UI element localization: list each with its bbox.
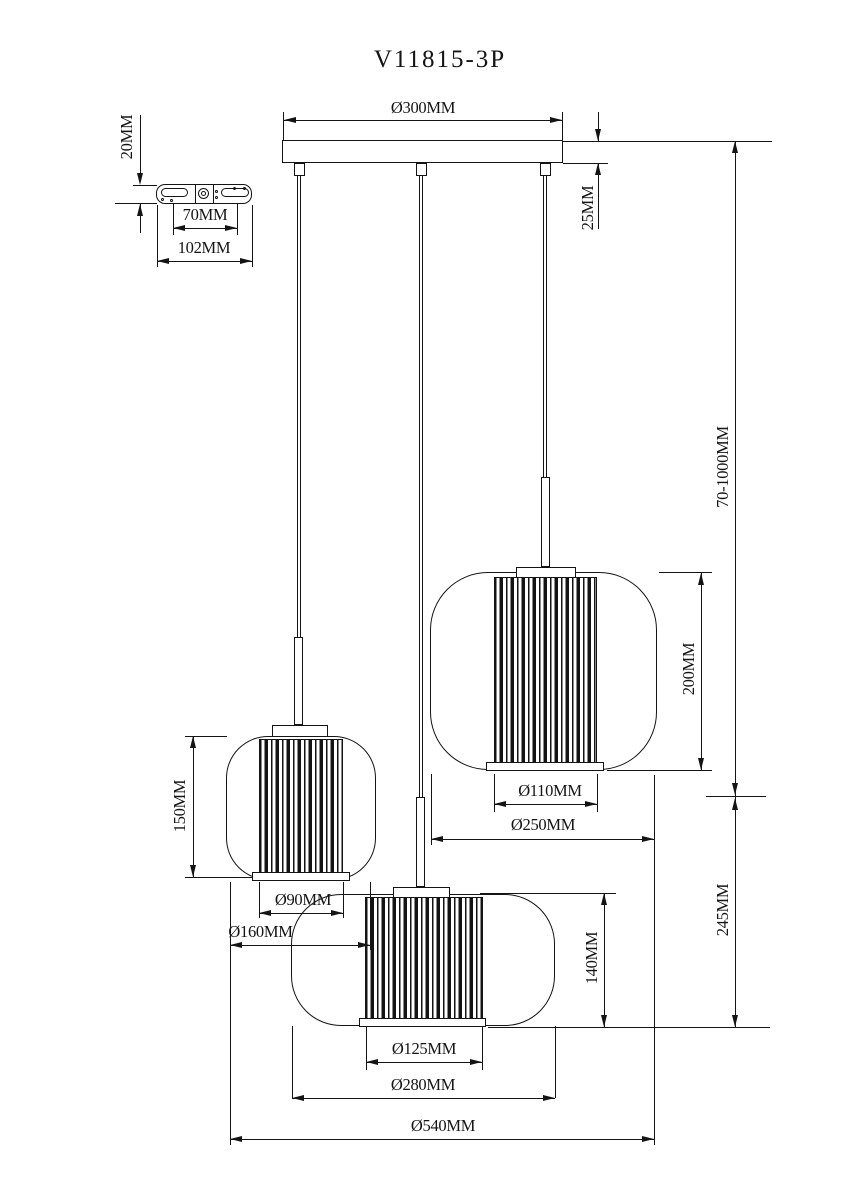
drawing-title: V11815-3P	[373, 46, 507, 73]
arrowhead-right	[585, 801, 597, 807]
shade-bottom-ribbed-diffuser	[365, 897, 483, 1019]
arrowhead-right	[543, 1095, 555, 1101]
mount-screw-hole	[243, 187, 246, 190]
extension-line	[115, 203, 157, 204]
mount-screw-hole	[170, 199, 173, 202]
arrowhead-down	[732, 1015, 738, 1027]
cord-rod-right	[541, 477, 550, 567]
arrowhead-up	[698, 573, 704, 585]
extension-line	[431, 774, 432, 845]
dimension-line	[604, 893, 605, 1027]
dim-label: Ø125MM	[391, 1039, 457, 1058]
arrowhead-left	[230, 942, 242, 948]
cord-connector	[294, 163, 305, 176]
mount-screw-hole	[161, 198, 164, 201]
reference-line	[488, 1027, 770, 1028]
arrowhead-left	[259, 910, 271, 916]
arrowhead-left	[284, 117, 296, 123]
shade-right-ribbed-diffuser	[494, 577, 597, 763]
cord-right	[543, 176, 547, 477]
arrowhead-up	[601, 893, 607, 905]
extension-line	[252, 205, 253, 267]
extension-line	[185, 877, 253, 878]
dimension-line	[735, 141, 736, 797]
mount-plate-line	[195, 185, 196, 203]
dimension-line	[140, 115, 141, 174]
dim-label: 140MM	[582, 931, 601, 985]
extension-line	[607, 770, 712, 771]
dimension-line	[431, 839, 654, 840]
dimension-line	[157, 261, 252, 262]
mount-screw-hole	[215, 190, 218, 193]
arrowhead-up	[732, 798, 738, 810]
extension-line	[292, 1026, 293, 1098]
arrowhead-down	[137, 173, 143, 185]
dim-label: 20MM	[117, 114, 136, 160]
shade-left-ribbed-diffuser	[259, 739, 343, 873]
dim-label: Ø110MM	[518, 781, 582, 800]
arrowhead-left	[230, 1136, 242, 1142]
shade-left-bottom-plate	[252, 872, 350, 881]
dim-label: 200MM	[679, 642, 698, 696]
cord-rod-left	[294, 637, 303, 725]
arrowhead-up	[732, 141, 738, 153]
dim-label: Ø250MM	[510, 815, 576, 834]
extension-line	[370, 882, 371, 950]
mount-screw-hole	[215, 196, 218, 199]
dimension-line	[193, 736, 194, 877]
shade-right-bottom-plate	[486, 762, 604, 771]
dim-label: Ø280MM	[390, 1075, 456, 1094]
dim-label: 70-1000MM	[713, 426, 732, 508]
arrowhead-down	[595, 129, 601, 141]
dim-label: 150MM	[170, 779, 189, 833]
arrowhead-down	[190, 865, 196, 877]
arrowhead-left	[366, 1059, 378, 1065]
mount-screw-hole	[233, 187, 236, 190]
reference-line	[563, 141, 772, 142]
extension-line	[659, 572, 712, 573]
reference-tick	[706, 796, 766, 797]
dim-label: 102MM	[177, 238, 231, 257]
mount-center-hole-inner	[201, 191, 206, 196]
cord-connector	[540, 163, 551, 176]
dimension-line	[494, 804, 597, 805]
dim-label: 70MM	[182, 205, 228, 224]
arrowhead-up	[137, 204, 143, 216]
extension-line	[654, 775, 655, 1145]
mount-slot-left	[161, 188, 188, 197]
extension-line	[480, 893, 616, 894]
cord-rod-middle	[416, 797, 425, 887]
dim-label: 25MM	[578, 185, 597, 231]
dimension-line	[284, 120, 562, 121]
cord-middle	[419, 176, 423, 797]
dimension-line	[701, 573, 702, 770]
canopy-body	[282, 140, 563, 163]
dimension-line	[230, 945, 370, 946]
arrowhead-right	[240, 258, 252, 264]
arrowhead-right	[358, 942, 370, 948]
dimension-line	[230, 1139, 654, 1140]
arrowhead-right	[225, 225, 237, 231]
dimension-line	[292, 1098, 555, 1099]
dimension-line	[366, 1062, 482, 1063]
extension-line	[563, 163, 608, 164]
arrowhead-left	[292, 1095, 304, 1101]
cord-connector	[416, 163, 427, 176]
dim-label: Ø90MM	[274, 890, 332, 909]
dim-label: Ø300MM	[390, 98, 456, 117]
arrowhead-right	[642, 836, 654, 842]
arrowhead-left	[494, 801, 506, 807]
extension-line	[133, 185, 157, 186]
arrowhead-left	[173, 225, 185, 231]
dim-label: Ø540MM	[410, 1116, 476, 1135]
arrowhead-down	[732, 783, 738, 795]
mount-plate-line	[213, 185, 214, 203]
arrowhead-right	[331, 910, 343, 916]
arrowhead-left	[157, 258, 169, 264]
extension-line	[555, 1026, 556, 1098]
arrowhead-down	[698, 758, 704, 770]
arrowhead-down	[601, 1015, 607, 1027]
arrowhead-right	[470, 1059, 482, 1065]
arrowhead-right	[550, 117, 562, 123]
shade-left-cap	[272, 725, 328, 737]
arrowhead-left	[431, 836, 443, 842]
dim-label: 245MM	[713, 883, 732, 937]
shade-bottom-bottom-plate	[359, 1018, 486, 1027]
arrowhead-right	[642, 1136, 654, 1142]
dimension-line	[735, 797, 736, 1027]
extension-line	[562, 112, 563, 140]
dim-label: Ø160MM	[228, 922, 293, 941]
cord-left	[297, 176, 301, 637]
arrowhead-up	[190, 736, 196, 748]
